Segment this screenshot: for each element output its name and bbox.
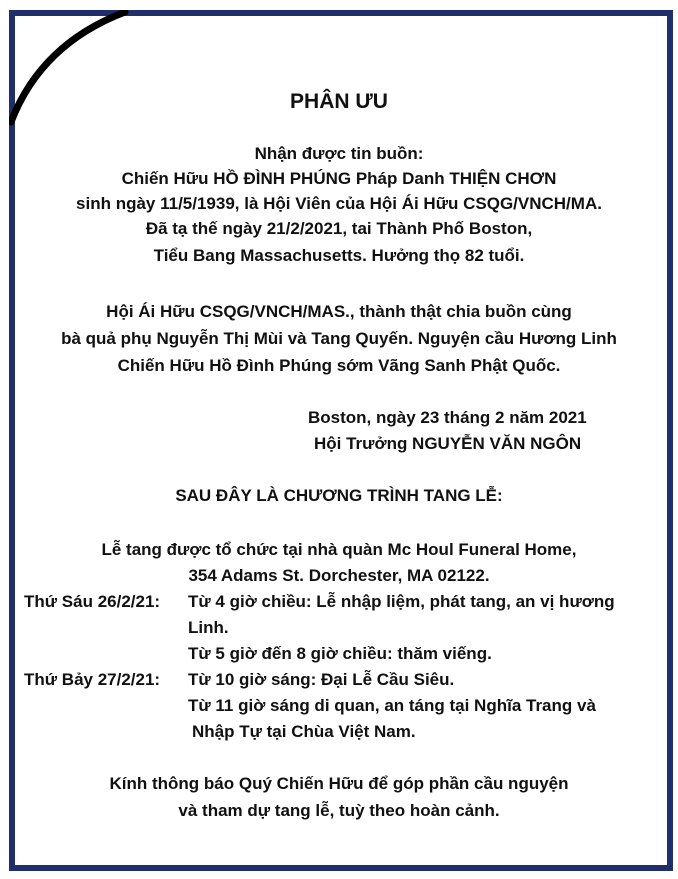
closing-line: Kính thông báo Quý Chiến Hữu để góp phần cầu nguyện: [109, 774, 569, 793]
schedule-day: Thứ Sáu 26/2/21:: [24, 592, 161, 611]
notice-line: Đã tạ thế ngày 21/2/2021, tai Thành Phố Boston,: [145, 219, 533, 238]
signature-place-date: Boston, ngày 23 tháng 2 năm 2021: [308, 408, 587, 427]
schedule-item: Từ 11 giờ sáng di quan, an táng tại Nghĩa Trang và: [188, 696, 596, 715]
condolence-line: bà quả phụ Nguyễn Thị Mùi và Tang Quyến. Nguyện cầu Hương Linh: [61, 329, 617, 348]
condolence-line: Hội Ái Hữu CSQG/VNCH/MAS., thành thật chia buồn cùng: [106, 302, 572, 321]
notice-line: sinh ngày 11/5/1939, là Hội Viên của Hội Ái Hữu CSQG/VNCH/MA.: [76, 194, 602, 213]
schedule-item: Từ 4 giờ chiều: Lễ nhập liệm, phát tang, an vị hương: [188, 592, 615, 611]
schedule-item: Từ 10 giờ sáng: Đại Lễ Cầu Siêu.: [188, 670, 455, 689]
schedule-item: Nhập Tự tại Chùa Việt Nam.: [192, 722, 416, 741]
condolence-line: Chiến Hữu Hồ Đình Phúng sớm Vãng Sanh Phật Quốc.: [117, 356, 561, 375]
notice-line: Chiến Hữu HỒ ĐÌNH PHÚNG Pháp Danh THIỆN CHƠN: [121, 169, 557, 188]
venue-line: 354 Adams St. Dorchester, MA 02122.: [188, 566, 490, 585]
schedule-item: Từ 5 giờ đến 8 giờ chiều: thăm viếng.: [188, 644, 492, 663]
signature-signer: Hội Trưởng NGUYỄN VĂN NGÔN: [314, 434, 582, 453]
notice-line: Tiểu Bang Massachusetts. Hưởng thọ 82 tuổi.: [153, 246, 525, 265]
venue-line: Lễ tang được tổ chức tại nhà quàn Mc Houl Funeral Home,: [101, 540, 577, 559]
page-title: PHÂN ƯU: [290, 90, 388, 113]
schedule-item: Linh.: [188, 618, 229, 637]
notice-line: Nhận được tin buồn:: [254, 144, 424, 163]
closing-line: và tham dự tang lễ, tuỳ theo hoàn cảnh.: [178, 801, 500, 820]
schedule-day: Thứ Bảy 27/2/21:: [24, 670, 161, 689]
program-heading: SAU ĐÂY LÀ CHƯƠNG TRÌNH TANG LỄ:: [175, 486, 503, 505]
